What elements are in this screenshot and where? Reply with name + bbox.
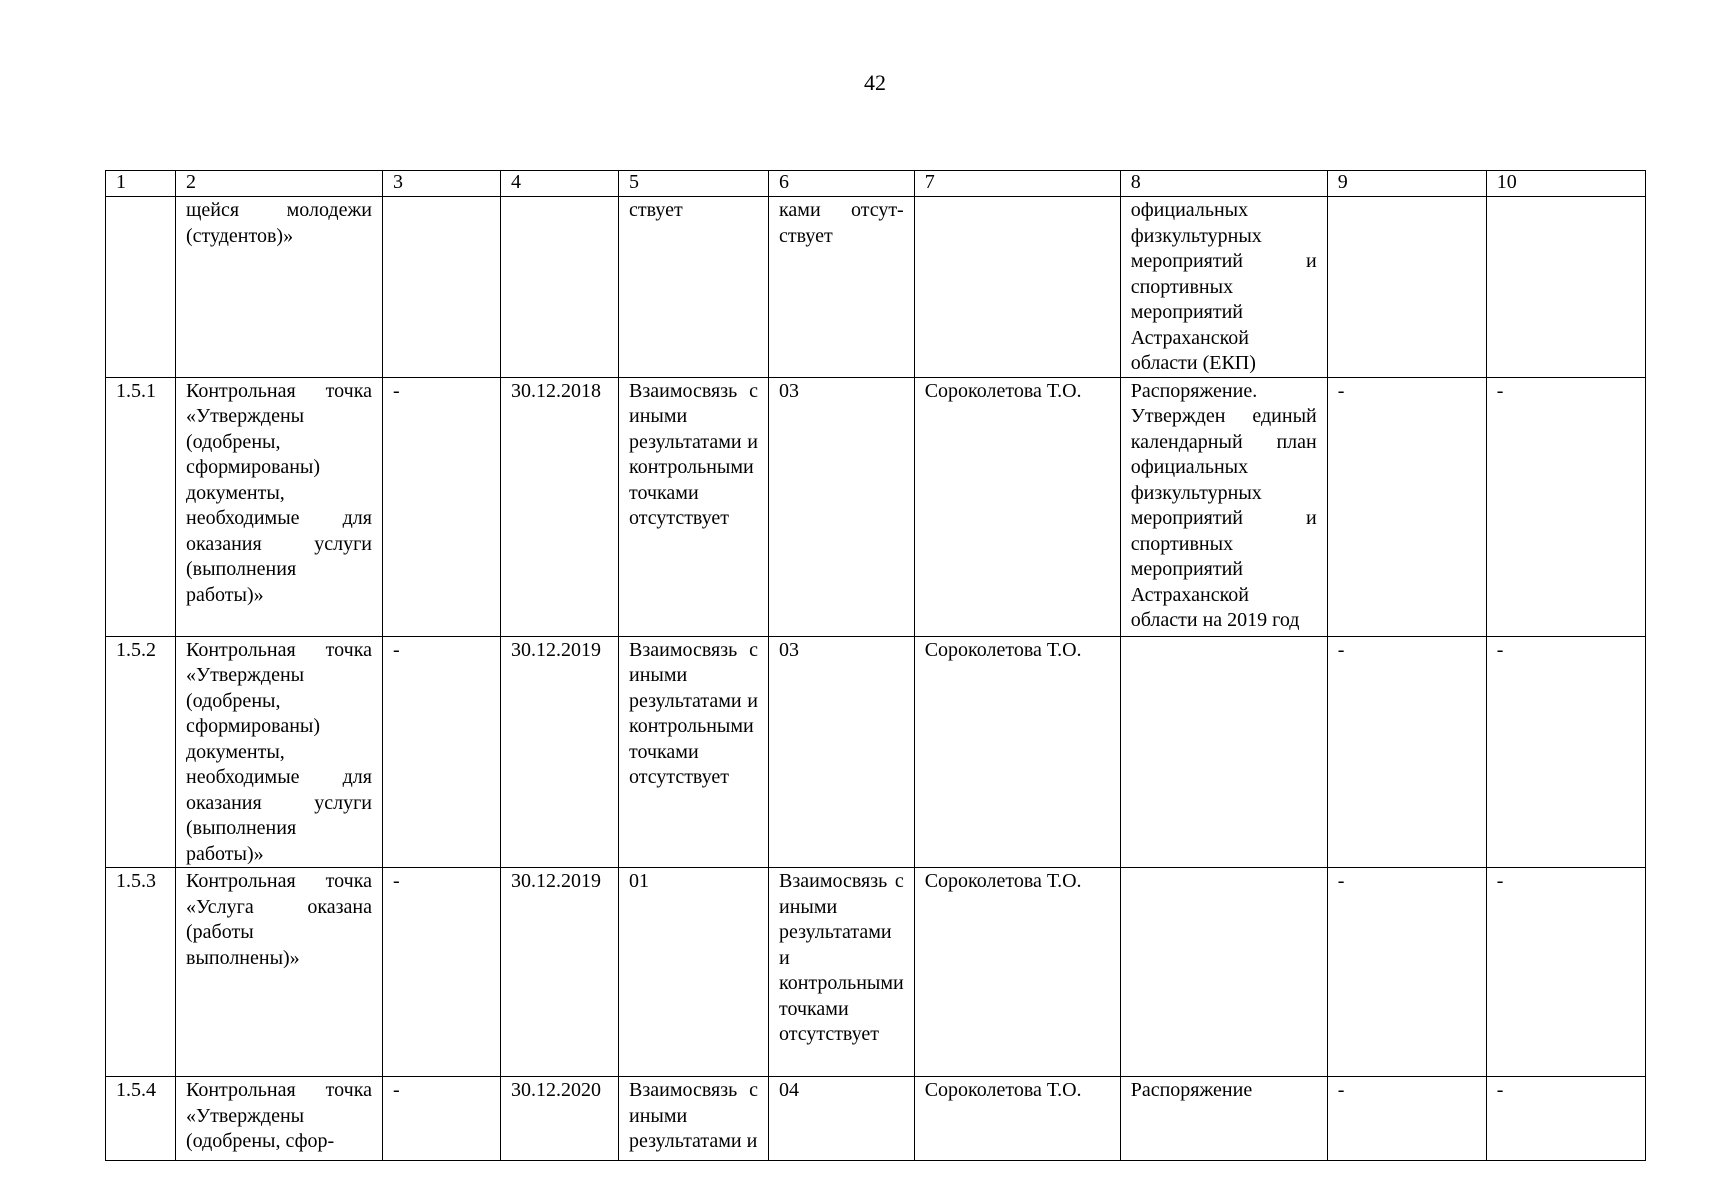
cell-col9: - bbox=[1327, 1077, 1486, 1161]
cell-col6: 03 bbox=[769, 377, 915, 636]
row-number: 1.5.2 bbox=[106, 636, 176, 868]
table-row bbox=[106, 868, 1646, 1077]
column-header: 10 bbox=[1486, 171, 1645, 197]
column-number-row bbox=[106, 171, 1646, 197]
deadline-date bbox=[501, 197, 619, 378]
column-header: 4 bbox=[501, 171, 619, 197]
responsible-person: Сороколетова Т.О. bbox=[914, 868, 1120, 1077]
cell-col5: Взаимосвязь с иными результатами и контрольными точками отсутствует bbox=[619, 636, 769, 868]
row-number: 1.5.1 bbox=[106, 377, 176, 636]
responsible-person: Сороколетова Т.О. bbox=[914, 1077, 1120, 1161]
page-number: 42 bbox=[864, 70, 886, 95]
deadline-date: 30.12.2020 bbox=[501, 1077, 619, 1161]
document-description bbox=[1120, 868, 1327, 1077]
cell-col5: 01 bbox=[619, 868, 769, 1077]
table-row bbox=[106, 1077, 1646, 1161]
deadline-date: 30.12.2019 bbox=[501, 868, 619, 1077]
responsible-person: Сороколетова Т.О. bbox=[914, 377, 1120, 636]
cell-col6: Взаимосвязь с иными результатами и контрольными точками отсутствует bbox=[769, 868, 915, 1077]
cell-col3: - bbox=[383, 377, 501, 636]
column-header: 6 bbox=[769, 171, 915, 197]
column-header: 3 bbox=[383, 171, 501, 197]
document-description: Распоряжение bbox=[1120, 1077, 1327, 1161]
cell-col9: - bbox=[1327, 636, 1486, 868]
row-number: 1.5.4 bbox=[106, 1077, 176, 1161]
responsible-person: Сороколетова Т.О. bbox=[914, 636, 1120, 868]
cell-col5: ствует bbox=[619, 197, 769, 378]
column-header: 7 bbox=[914, 171, 1120, 197]
responsible-person bbox=[914, 197, 1120, 378]
deadline-date: 30.12.2018 bbox=[501, 377, 619, 636]
cell-col10: - bbox=[1486, 868, 1645, 1077]
cell-col6: ками отсут-ствует bbox=[769, 197, 915, 378]
event-name: щейся молодежи (студентов)» bbox=[176, 197, 383, 378]
cell-col10: - bbox=[1486, 1077, 1645, 1161]
column-header: 2 bbox=[176, 171, 383, 197]
cell-col3 bbox=[383, 197, 501, 378]
row-number bbox=[106, 197, 176, 378]
document-description: официальных физкультурных мероприятий и спортивных мероприятий Астраханской области (ЕКП) bbox=[1120, 197, 1327, 378]
column-header: 1 bbox=[106, 171, 176, 197]
cell-col6: 03 bbox=[769, 636, 915, 868]
event-name: Контрольная точка «Утверждены (одобрены, сформированы) документы, необходимые для оказания услуги (выполнения работы)» bbox=[176, 377, 383, 636]
row-number: 1.5.3 bbox=[106, 868, 176, 1077]
cell-col5: Взаимосвязь с иными результатами и контрольными точками отсутствует bbox=[619, 377, 769, 636]
document-description bbox=[1120, 636, 1327, 868]
cell-col10: - bbox=[1486, 377, 1645, 636]
cell-col5: Взаимосвязь с иными результатами и bbox=[619, 1077, 769, 1161]
event-name: Контрольная точка «Утверждены (одобрены, сфор- bbox=[176, 1077, 383, 1161]
event-name: Контрольная точка «Утверждены (одобрены, сформированы) документы, необходимые для оказания услуги (выполнения работы)» bbox=[176, 636, 383, 868]
column-header: 8 bbox=[1120, 171, 1327, 197]
event-name: Контрольная точка «Услуга оказана (работы выполнены)» bbox=[176, 868, 383, 1077]
document-description: Распоряжение. Утвержден единый календарный план официальных физкультурных мероприятий и спортивных мероприятий Астраханской области на 2019 год bbox=[1120, 377, 1327, 636]
cell-col6: 04 bbox=[769, 1077, 915, 1161]
column-header: 9 bbox=[1327, 171, 1486, 197]
cell-col3: - bbox=[383, 1077, 501, 1161]
cell-col9: - bbox=[1327, 377, 1486, 636]
table-row bbox=[106, 636, 1646, 868]
cell-col9: - bbox=[1327, 868, 1486, 1077]
control-points-table bbox=[105, 170, 1646, 1161]
deadline-date: 30.12.2019 bbox=[501, 636, 619, 868]
table-row bbox=[106, 377, 1646, 636]
table-row bbox=[106, 197, 1646, 378]
cell-col10 bbox=[1486, 197, 1645, 378]
cell-col3: - bbox=[383, 868, 501, 1077]
column-header: 5 bbox=[619, 171, 769, 197]
cell-col3: - bbox=[383, 636, 501, 868]
cell-col9 bbox=[1327, 197, 1486, 378]
cell-col10: - bbox=[1486, 636, 1645, 868]
